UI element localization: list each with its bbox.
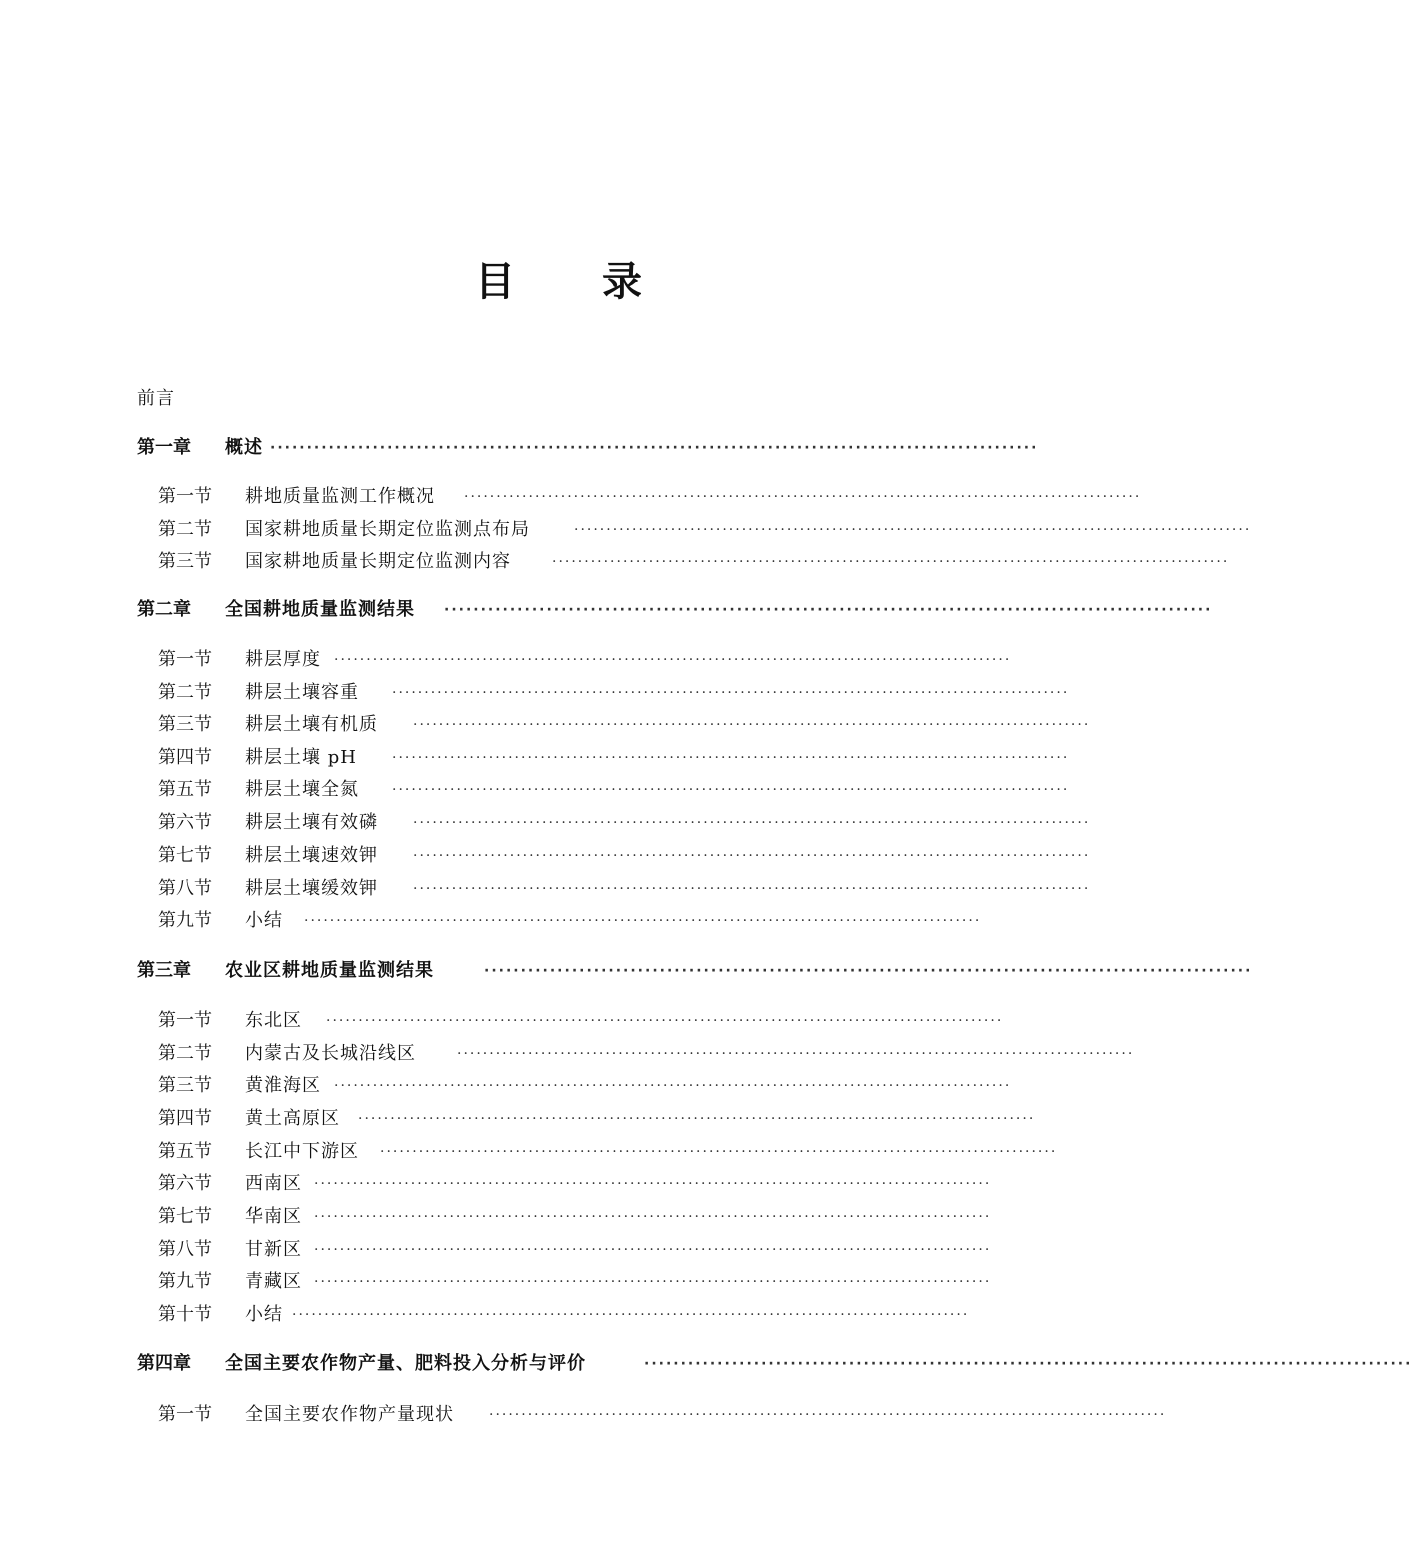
dot-leader: ········································································································· bbox=[314, 1209, 992, 1225]
section-title: 甘新区 bbox=[245, 1239, 302, 1260]
toc-title-right: 录 bbox=[602, 258, 642, 305]
toc-section-2-3[interactable] bbox=[0, 712, 1091, 738]
section-number: 第一节 bbox=[158, 1404, 212, 1425]
section-number: 第二节 bbox=[158, 1043, 212, 1064]
section-number: 第二节 bbox=[158, 519, 212, 540]
toc-section-2-1[interactable] bbox=[0, 647, 1012, 673]
toc-section-3-6[interactable] bbox=[0, 1171, 992, 1197]
toc-section-3-3[interactable] bbox=[0, 1073, 1012, 1099]
dot-leader: ········································································································· bbox=[392, 782, 1070, 798]
toc-section-1-2[interactable] bbox=[0, 517, 1252, 543]
section-number: 第五节 bbox=[158, 1141, 212, 1162]
dot-leader: ········································································································· bbox=[574, 522, 1252, 538]
dot-leader: ········································································································· bbox=[444, 602, 1213, 618]
dot-leader: ········································································································· bbox=[392, 685, 1070, 701]
toc-preface[interactable] bbox=[0, 386, 800, 412]
toc-title-left: 目 bbox=[475, 258, 515, 305]
toc-section-2-7[interactable] bbox=[0, 843, 1091, 869]
toc-section-2-4[interactable] bbox=[0, 745, 1070, 771]
section-title: 耕层土壤 pH bbox=[245, 747, 357, 768]
section-title: 全国主要农作物产量现状 bbox=[245, 1404, 454, 1425]
chapter-title: 全国主要农作物产量、肥料投入分析与评价 bbox=[225, 1353, 586, 1374]
toc-section-3-5[interactable] bbox=[0, 1139, 1058, 1165]
chapter-title: 全国耕地质量监测结果 bbox=[225, 599, 415, 620]
chapter-number: 第一章 bbox=[137, 437, 191, 458]
section-number: 第三节 bbox=[158, 1075, 212, 1096]
section-number: 第一节 bbox=[158, 1010, 212, 1031]
toc-section-2-5[interactable] bbox=[0, 777, 1070, 803]
toc-section-2-8[interactable] bbox=[0, 876, 1091, 902]
section-title: 耕层土壤容重 bbox=[245, 682, 359, 703]
toc-section-2-9[interactable] bbox=[0, 908, 982, 934]
section-title: 西南区 bbox=[245, 1173, 302, 1194]
section-title: 耕层土壤缓效钾 bbox=[245, 878, 378, 899]
chapter-number: 第四章 bbox=[137, 1353, 191, 1374]
dot-leader: ········································································································· bbox=[413, 815, 1091, 831]
toc-section-3-7[interactable] bbox=[0, 1204, 992, 1230]
toc-section-2-6[interactable] bbox=[0, 810, 1091, 836]
section-number: 第六节 bbox=[158, 812, 212, 833]
section-number: 第一节 bbox=[158, 486, 212, 507]
dot-leader: ········································································································· bbox=[457, 1046, 1135, 1062]
toc-section-3-1[interactable] bbox=[0, 1008, 1004, 1034]
toc-section-4-1[interactable] bbox=[0, 1402, 1167, 1428]
dot-leader: ········································································································· bbox=[334, 652, 1012, 668]
section-title: 耕层土壤速效钾 bbox=[245, 845, 378, 866]
section-title: 国家耕地质量长期定位监测内容 bbox=[245, 551, 511, 572]
section-title: 耕层土壤全氮 bbox=[245, 779, 359, 800]
section-title: 内蒙古及长城沿线区 bbox=[245, 1043, 416, 1064]
section-title: 耕地质量监测工作概况 bbox=[245, 486, 435, 507]
dot-leader: ········································································································· bbox=[304, 913, 982, 929]
toc-chapter-1[interactable] bbox=[0, 435, 1039, 461]
dot-leader: ········································································································· bbox=[413, 848, 1091, 864]
section-number: 第二节 bbox=[158, 682, 212, 703]
toc-section-1-1[interactable] bbox=[0, 484, 1142, 510]
toc-section-3-8[interactable] bbox=[0, 1237, 992, 1263]
section-number: 第一节 bbox=[158, 649, 212, 670]
chapter-number: 第二章 bbox=[137, 599, 191, 620]
dot-leader: ········································································································· bbox=[270, 440, 1039, 456]
section-title: 青藏区 bbox=[245, 1271, 302, 1292]
dot-leader: ········································································································· bbox=[392, 750, 1070, 766]
section-number: 第九节 bbox=[158, 910, 212, 931]
section-title: 小结 bbox=[245, 1304, 283, 1325]
dot-leader: ········································································································· bbox=[292, 1307, 970, 1323]
toc-chapter-4[interactable] bbox=[0, 1351, 1412, 1377]
section-number: 第四节 bbox=[158, 747, 212, 768]
toc-section-2-2[interactable] bbox=[0, 680, 1070, 706]
section-title: 华南区 bbox=[245, 1206, 302, 1227]
toc-chapter-2[interactable] bbox=[0, 597, 1213, 623]
section-title: 黄淮海区 bbox=[245, 1075, 321, 1096]
dot-leader: ········································································································· bbox=[644, 1356, 1412, 1372]
section-number: 第十节 bbox=[158, 1304, 212, 1325]
dot-leader: ········································································································· bbox=[484, 963, 1253, 979]
dot-leader: ········································································································· bbox=[334, 1078, 1012, 1094]
dot-leader: ········································································································· bbox=[314, 1176, 992, 1192]
section-number: 第八节 bbox=[158, 878, 212, 899]
section-title: 耕层土壤有效磷 bbox=[245, 812, 378, 833]
section-number: 第五节 bbox=[158, 779, 212, 800]
dot-leader: ········································································································· bbox=[314, 1242, 992, 1258]
dot-leader: ········································································································· bbox=[358, 1111, 1036, 1127]
section-number: 第四节 bbox=[158, 1108, 212, 1129]
toc-section-1-3[interactable] bbox=[0, 549, 1230, 575]
section-number: 第三节 bbox=[158, 551, 212, 572]
section-number: 第七节 bbox=[158, 845, 212, 866]
section-number: 第七节 bbox=[158, 1206, 212, 1227]
chapter-number: 第三章 bbox=[137, 960, 191, 981]
section-title: 黄土高原区 bbox=[245, 1108, 340, 1129]
dot-leader: ········································································································· bbox=[552, 554, 1230, 570]
chapter-title: 概述 bbox=[225, 437, 263, 458]
toc-section-3-4[interactable] bbox=[0, 1106, 1036, 1132]
dot-leader: ········································································································· bbox=[464, 489, 1142, 505]
dot-leader: ········································································································· bbox=[326, 1013, 1004, 1029]
toc-chapter-3[interactable] bbox=[0, 958, 1253, 984]
section-title: 东北区 bbox=[245, 1010, 302, 1031]
dot-leader: ········································································································· bbox=[413, 717, 1091, 733]
section-title: 耕层厚度 bbox=[245, 649, 321, 670]
toc-section-3-10[interactable] bbox=[0, 1302, 970, 1328]
section-number: 第九节 bbox=[158, 1271, 212, 1292]
section-number: 第八节 bbox=[158, 1239, 212, 1260]
section-title: 长江中下游区 bbox=[245, 1141, 359, 1162]
toc-section-3-2[interactable] bbox=[0, 1041, 1135, 1067]
preface-label: 前言 bbox=[137, 388, 175, 409]
chapter-title: 农业区耕地质量监测结果 bbox=[225, 960, 434, 981]
dot-leader: ········································································································· bbox=[314, 1274, 992, 1290]
section-number: 第三节 bbox=[158, 714, 212, 735]
toc-section-3-9[interactable] bbox=[0, 1269, 992, 1295]
dot-leader: ········································································································· bbox=[413, 881, 1091, 897]
section-title: 国家耕地质量长期定位监测点布局 bbox=[245, 519, 530, 540]
section-title: 耕层土壤有机质 bbox=[245, 714, 378, 735]
section-number: 第六节 bbox=[158, 1173, 212, 1194]
section-title: 小结 bbox=[245, 910, 283, 931]
dot-leader: ········································································································· bbox=[489, 1407, 1167, 1423]
dot-leader: ········································································································· bbox=[380, 1144, 1058, 1160]
